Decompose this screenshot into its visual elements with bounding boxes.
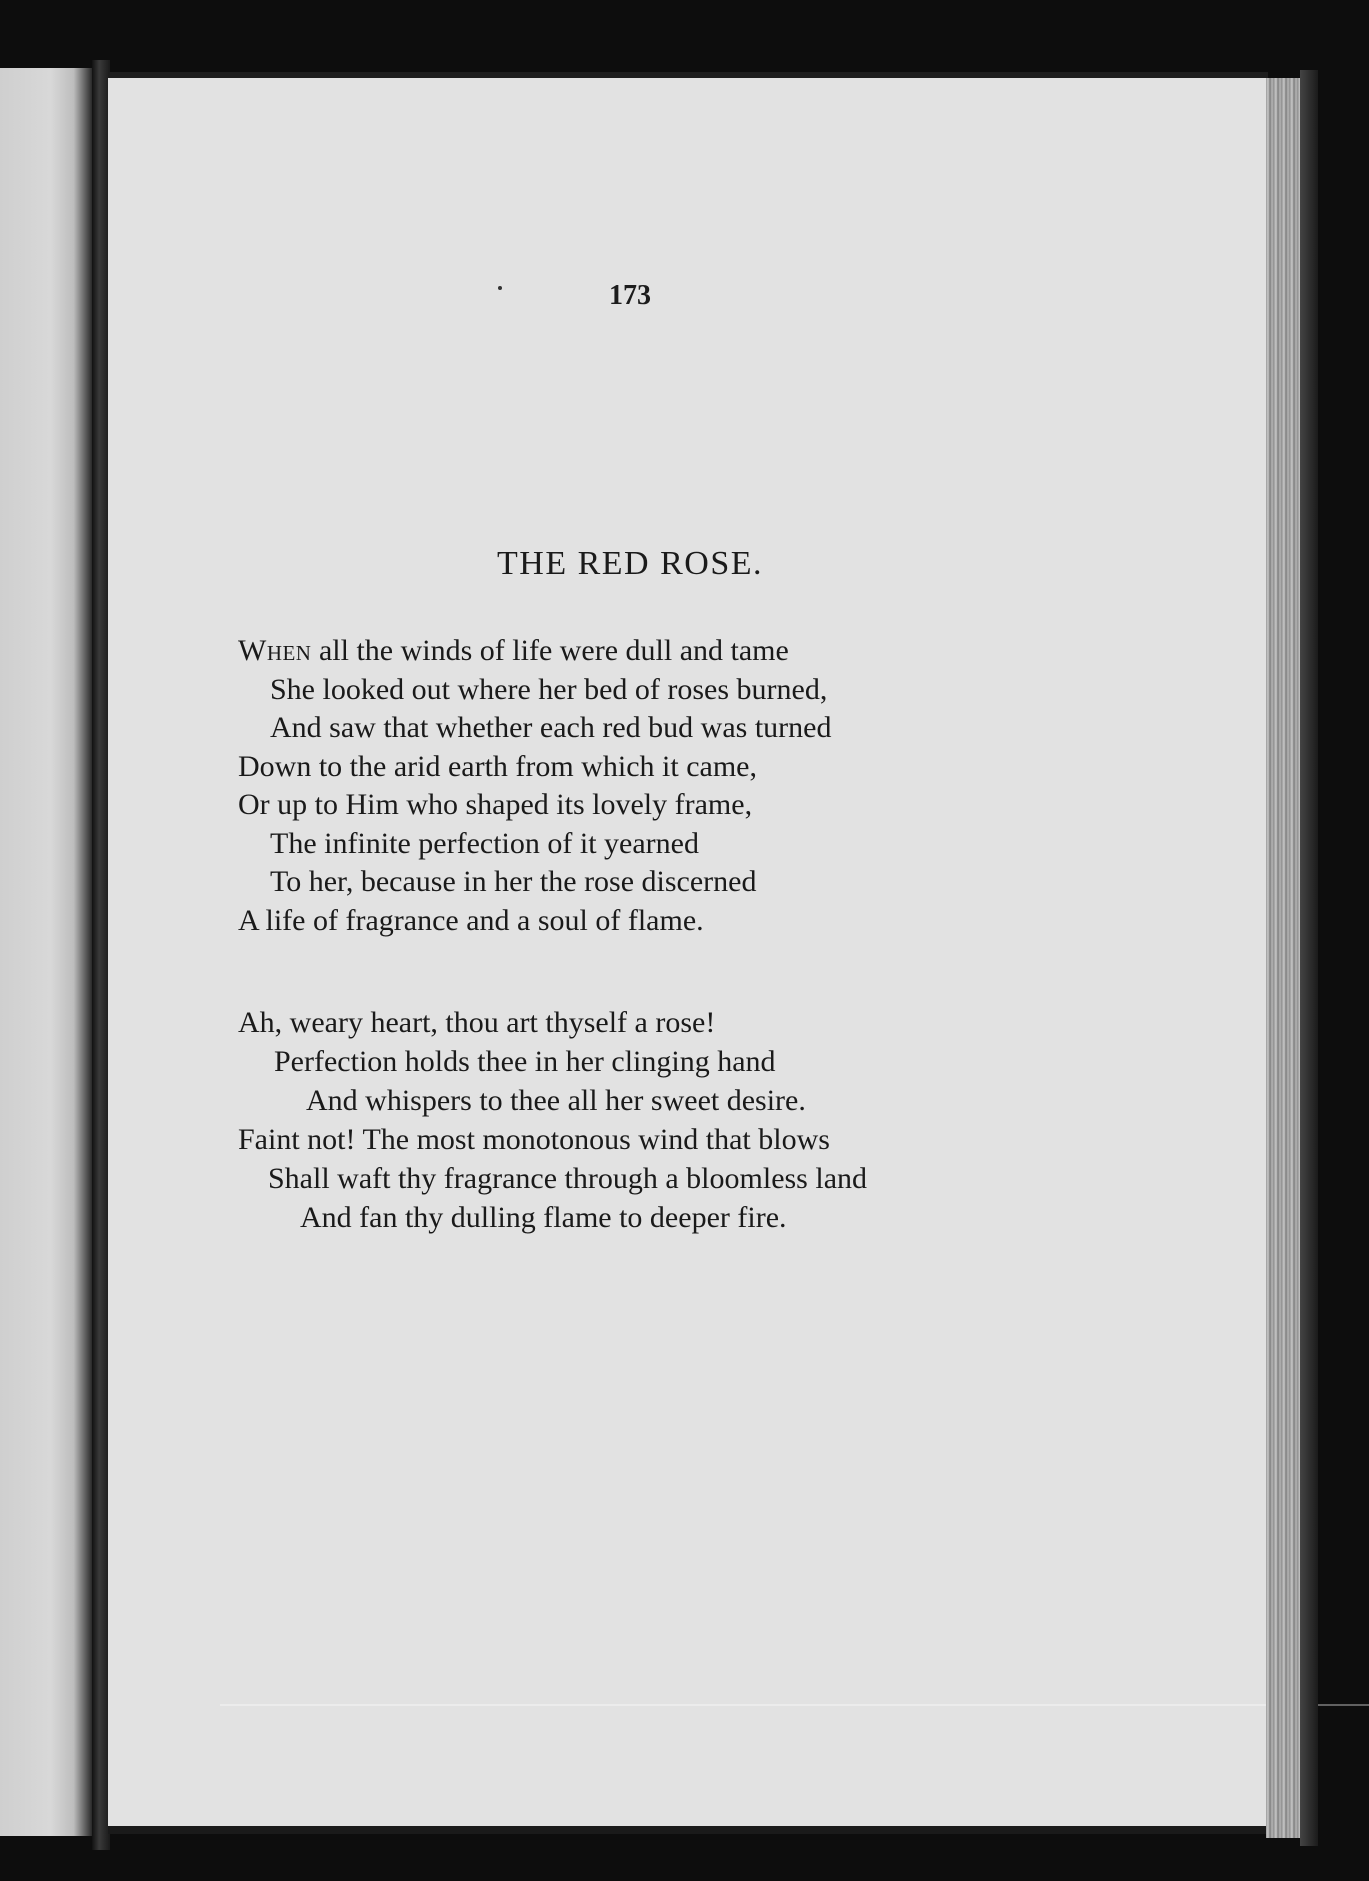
poem-line: A life of fragrance and a soul of flame. (238, 903, 704, 937)
stanza-two (238, 1003, 867, 1237)
poem-line: Down to the arid earth from which it came, (238, 749, 757, 783)
lead-word: When (238, 634, 312, 667)
poem-line: To her, because in her the rose discerned (270, 865, 757, 898)
ink-speck (498, 286, 502, 290)
poem-line: And fan thy dulling flame to deeper fire. (300, 1201, 787, 1234)
poem-line: Or up to Him who shaped its lovely frame, (238, 788, 753, 821)
poem-line (238, 632, 831, 671)
poem-line: Perfection holds thee in her clinging hand (274, 1045, 776, 1078)
poem-title: THE RED ROSE. (497, 545, 763, 582)
poem-line: And whispers to thee all her sweet desire. (306, 1084, 806, 1117)
page-number: 173 (609, 280, 651, 311)
poem-line: And saw that whether each red bud was turned (270, 711, 832, 744)
poem-line: She looked out where her bed of roses burned, (270, 672, 828, 706)
previous-page-edge (0, 68, 92, 1836)
poem-line: Ah, weary heart, thou art thyself a rose! (238, 1006, 716, 1039)
scan-artifact-line (220, 1704, 1369, 1706)
book-page (108, 72, 1268, 1834)
poem-line: Shall waft thy fragrance through a bloomless land (268, 1162, 868, 1195)
stanza-one (238, 632, 831, 940)
book-cover-edge (1300, 70, 1318, 1846)
poem-line-text: all the winds of life were dull and tame (311, 634, 789, 667)
poem-line: Faint not! The most monotonous wind that blows (238, 1123, 830, 1156)
poem-line: The infinite perfection of it yearned (270, 826, 699, 860)
